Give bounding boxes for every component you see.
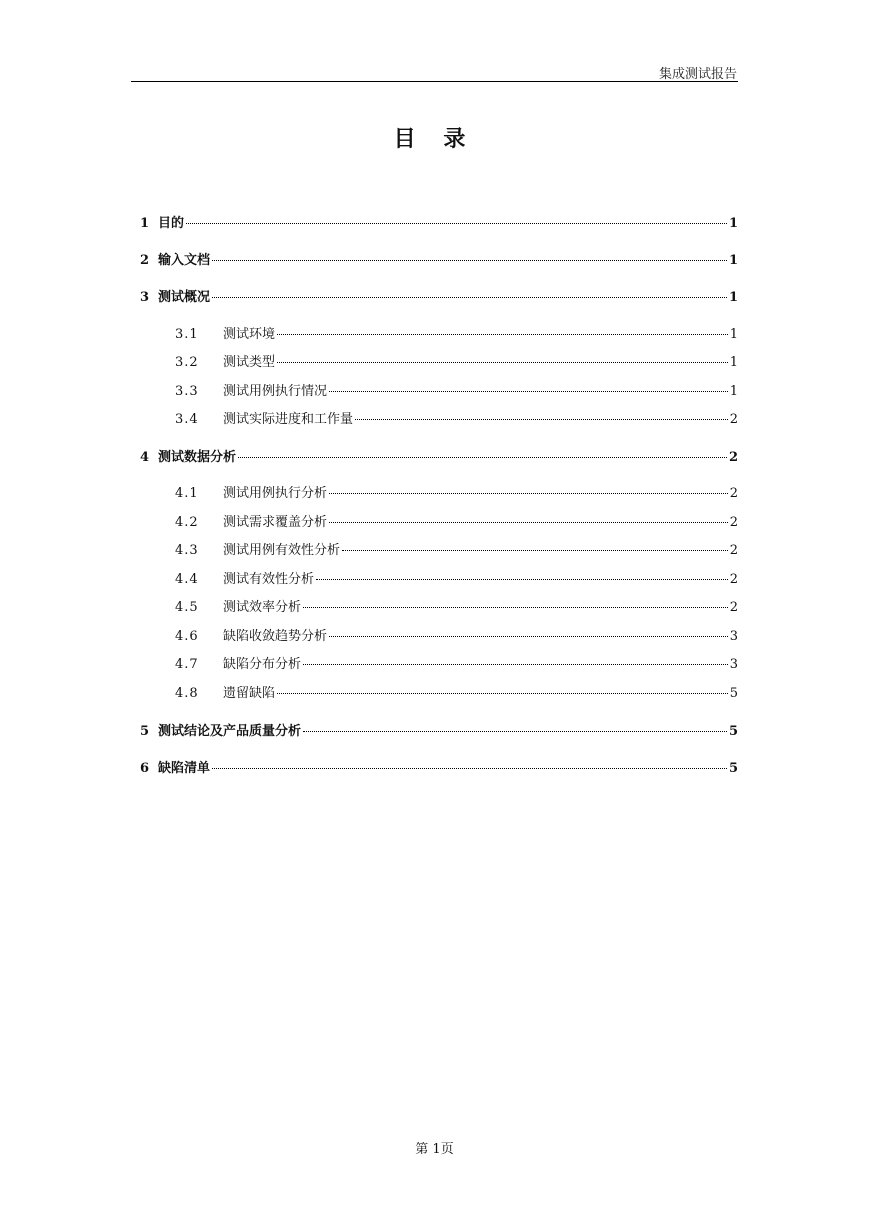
dot-leader [342,550,728,551]
dot-leader [212,768,727,769]
toc-entry-4-1[interactable] [175,482,738,501]
toc-entry-4-5[interactable] [175,596,738,615]
toc-entry-title: 缺陷收敛趋势分析 [223,629,328,644]
dot-leader [329,636,728,637]
dot-leader [355,419,728,420]
toc-entry-number: 4.6 [175,629,199,644]
toc-entry-2[interactable] [140,249,738,268]
toc-entry-title: 输入文档 [158,253,211,268]
toc-entry-6[interactable] [140,757,738,776]
header-rule [131,81,738,82]
toc-entry-title: 测试环境 [223,327,276,342]
toc-entry-number: 4.8 [175,686,199,701]
dot-leader [329,493,728,494]
toc-entry-4-3[interactable] [175,539,738,558]
toc-entry-number: 3.2 [175,355,199,370]
toc-entry-page: 2 [729,412,738,427]
toc-entry-4-6[interactable] [175,625,738,644]
toc-entry-4-4[interactable] [175,568,738,587]
toc-entry-1[interactable] [140,212,738,231]
toc-entry-title: 测试用例有效性分析 [223,543,341,558]
toc-title: 目 录 [393,126,476,152]
header-title: 集成测试报告 [658,67,737,82]
toc-entry-number: 3.1 [175,327,199,342]
toc-entry-number: 4.2 [175,515,199,530]
dot-leader [212,297,727,298]
toc-entry-page: 2 [729,486,738,501]
toc-entry-number: 1 [140,216,150,231]
dot-leader [186,223,727,224]
toc-entry-title: 测试实际进度和工作量 [223,412,354,427]
toc-entry-3-4[interactable] [175,408,738,427]
dot-leader [238,457,727,458]
toc-entry-number: 4.4 [175,572,199,587]
toc-entry-3[interactable] [140,286,738,305]
toc-entry-page: 2 [729,543,738,558]
toc-entry-title: 目的 [158,216,185,231]
dot-leader [303,664,728,665]
toc-entry-page: 3 [729,629,738,644]
dot-leader [277,693,728,694]
toc-entry-page: 1 [729,355,738,370]
toc-entry-page: 1 [728,253,738,268]
toc-entry-page: 5 [728,761,738,776]
toc-entry-4-7[interactable] [175,653,738,672]
toc-entry-page: 1 [729,384,738,399]
dot-leader [329,391,728,392]
toc-entry-title: 测试需求覆盖分析 [223,515,328,530]
toc-entry-page: 1 [729,327,738,342]
dot-leader [212,260,727,261]
toc-entry-page: 1 [728,216,738,231]
toc-entry-number: 3.3 [175,384,199,399]
toc-entry-number: 2 [140,253,150,268]
toc-entry-title: 测试用例执行分析 [223,486,328,501]
toc-entry-3-1[interactable] [175,323,738,342]
toc-entry-3-2[interactable] [175,351,738,370]
toc-entry-number: 5 [140,724,150,739]
toc-entry-title: 测试有效性分析 [223,572,315,587]
dot-leader [303,731,727,732]
toc-entry-number: 4.5 [175,600,199,615]
toc-entry-title: 测试类型 [223,355,276,370]
dot-leader [316,579,728,580]
toc-entry-page: 5 [729,686,738,701]
toc-entry-title: 测试概况 [158,290,211,305]
toc-entry-page: 5 [728,724,738,739]
toc-entry-4-2[interactable] [175,511,738,530]
toc-entry-page: 2 [729,515,738,530]
toc-entry-page: 2 [728,450,738,465]
toc-entry-page: 2 [729,572,738,587]
toc-entry-number: 3 [140,290,150,305]
toc-entry-title: 测试用例执行情况 [223,384,328,399]
dot-leader [303,607,728,608]
toc-entry-number: 6 [140,761,150,776]
toc-entry-3-3[interactable] [175,380,738,399]
toc-entry-page: 1 [728,290,738,305]
toc-entry-number: 4.7 [175,657,199,672]
toc-entry-4-8[interactable] [175,682,738,701]
dot-leader [277,362,728,363]
toc-entry-page: 3 [729,657,738,672]
toc-entry-number: 3.4 [175,412,199,427]
toc-entry-title: 测试数据分析 [158,450,237,465]
page-footer: 第 1页 [415,1142,454,1157]
toc-entry-title: 测试结论及产品质量分析 [158,724,302,739]
toc-entry-number: 4.1 [175,486,199,501]
toc-entry-number: 4.3 [175,543,199,558]
toc-entry-title: 缺陷分布分析 [223,657,302,672]
toc-entry-5[interactable] [140,720,738,739]
toc-entry-title: 测试效率分析 [223,600,302,615]
toc-entry-title: 缺陷清单 [158,761,211,776]
toc-entry-4[interactable] [140,446,738,465]
toc-entry-title: 遗留缺陷 [223,686,276,701]
toc-entry-page: 2 [729,600,738,615]
toc-entry-number: 4 [140,450,150,465]
dot-leader [277,334,728,335]
dot-leader [329,522,728,523]
